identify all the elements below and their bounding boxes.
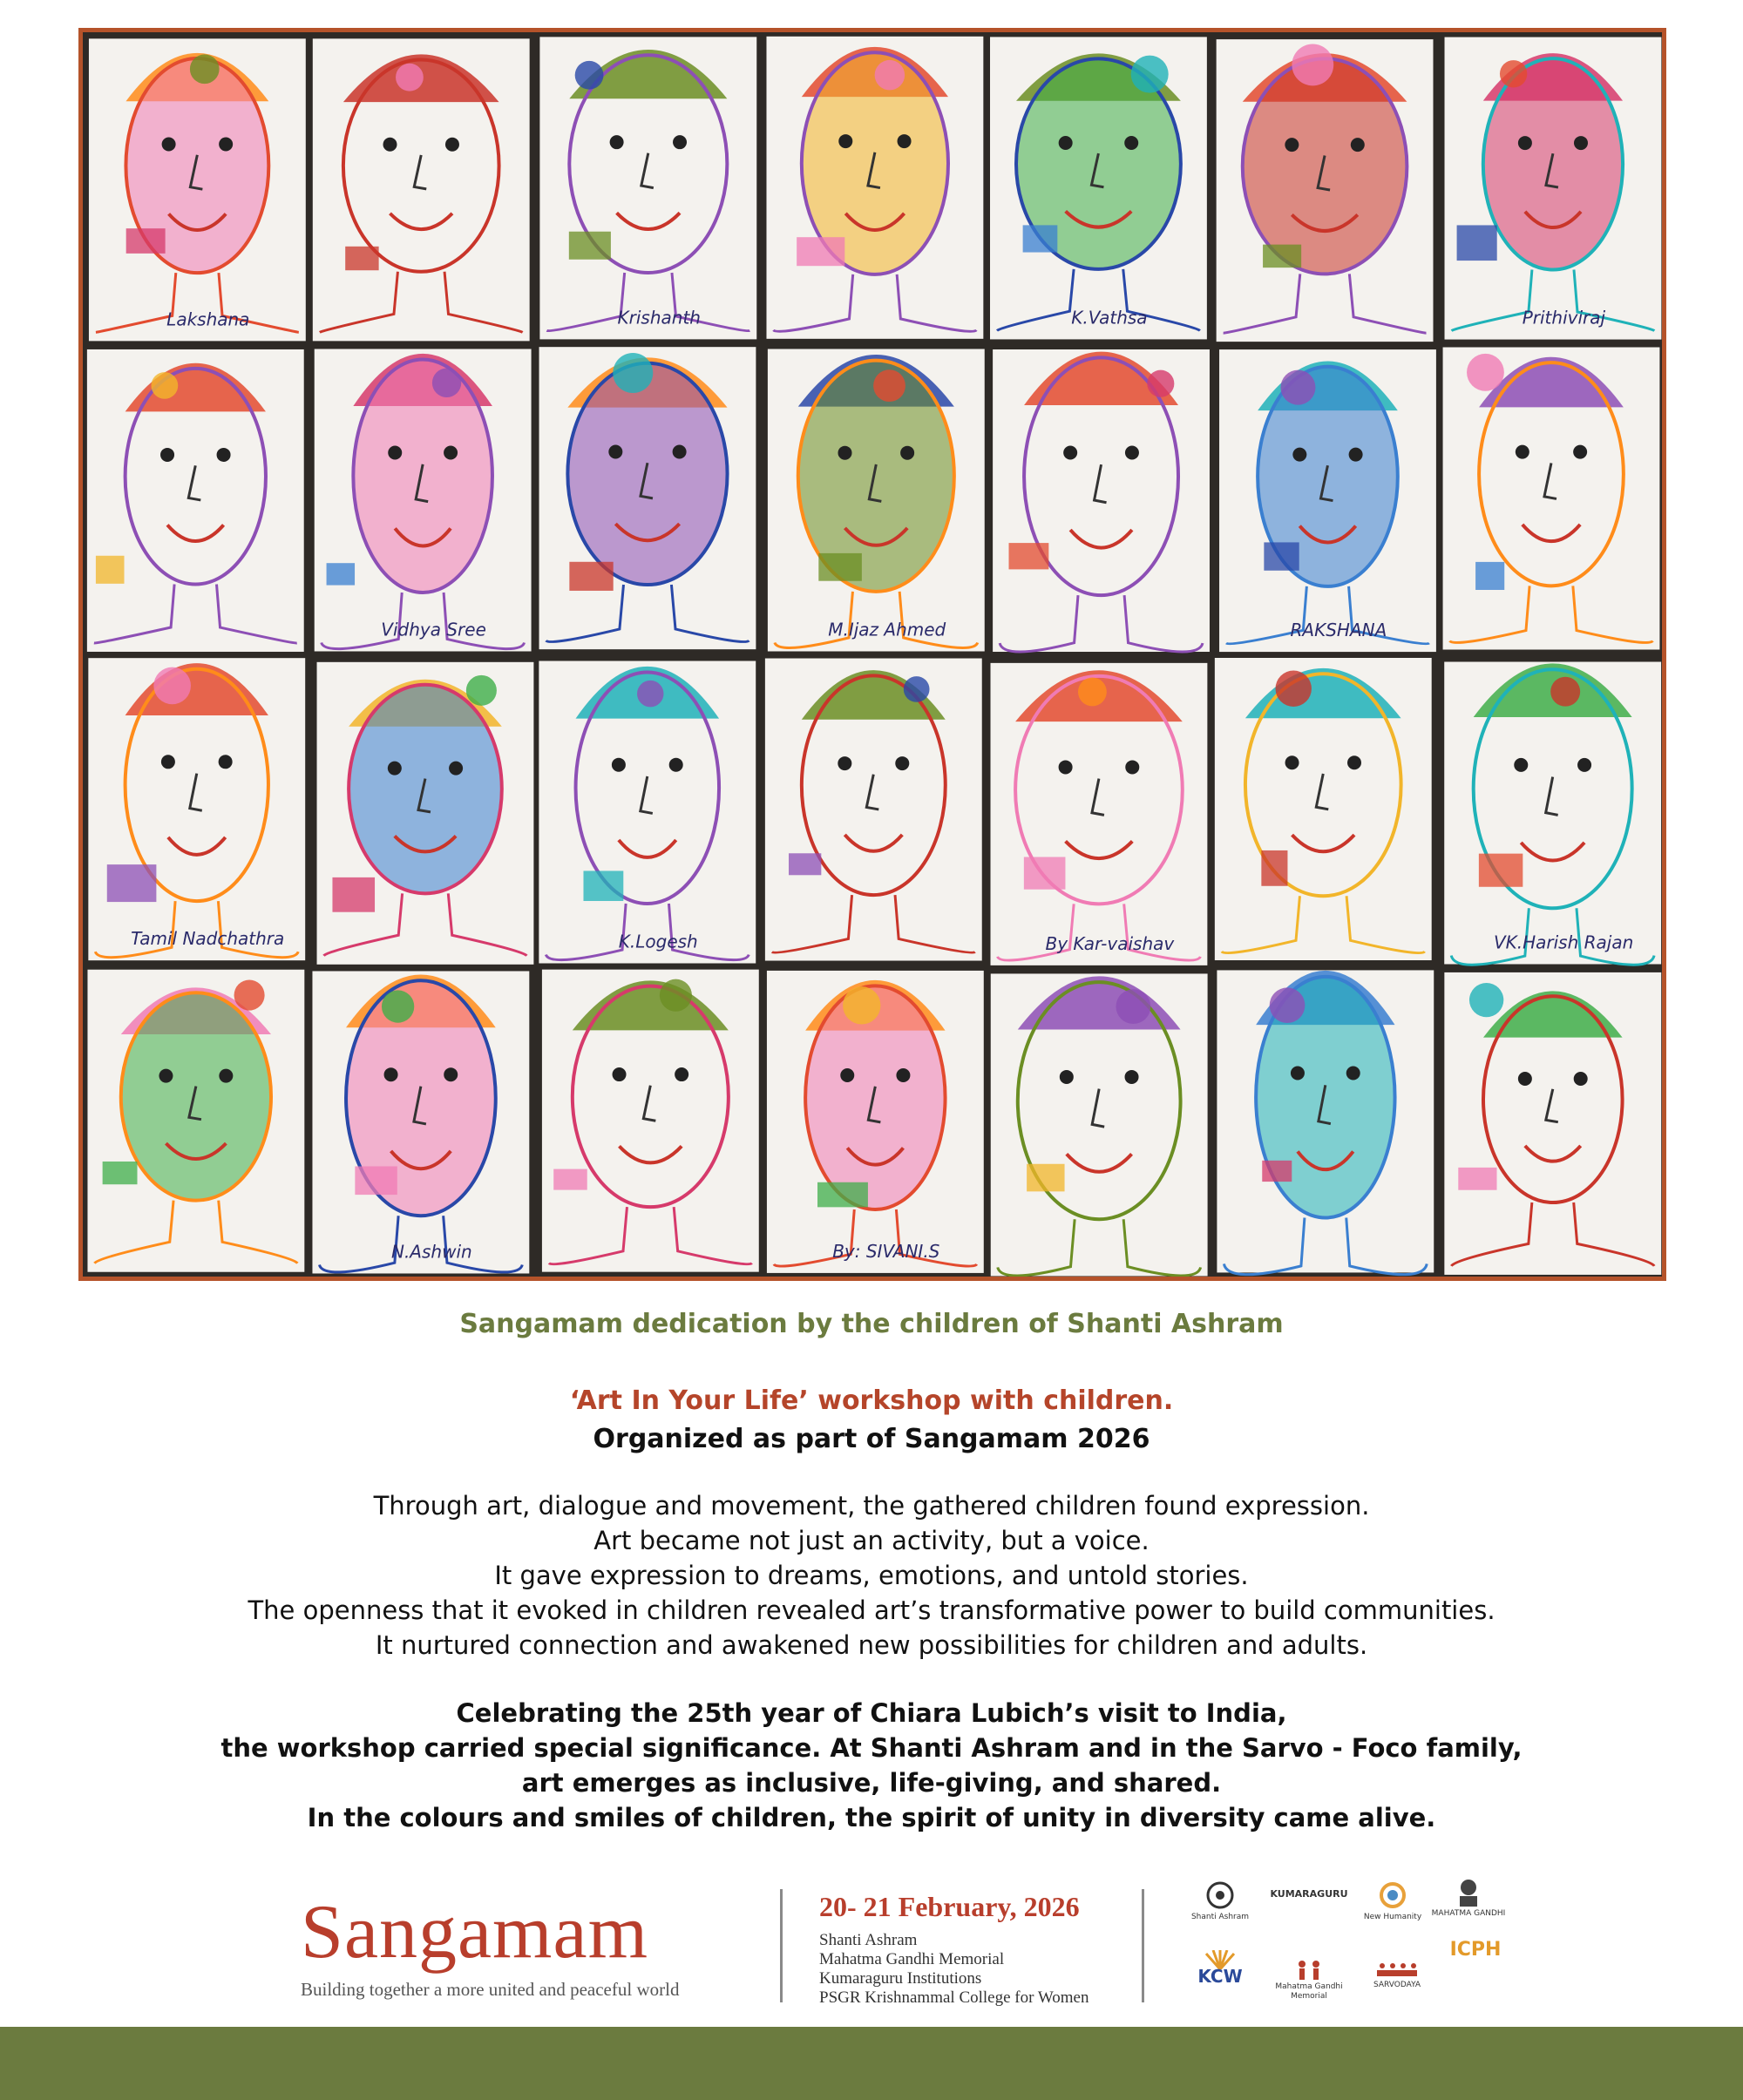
decoration-block	[1479, 854, 1523, 887]
decoration-block	[1262, 1161, 1292, 1182]
brand-logo-text: Sangamam	[301, 1890, 649, 1975]
decoration-sun	[466, 675, 497, 706]
eye	[1518, 136, 1532, 150]
collage-drawings	[83, 32, 1662, 1277]
artist-signature: Vidhya Sree	[381, 619, 486, 640]
eye	[449, 762, 463, 776]
decoration-sun	[1078, 678, 1107, 707]
organized-note: Organized as part of Sangamam 2026	[593, 1424, 1150, 1454]
eye	[838, 134, 852, 148]
eye	[895, 756, 909, 770]
decoration-block	[1457, 225, 1497, 261]
partner-name: MAHATMA GANDHI	[1431, 1909, 1506, 1918]
artist-signature: VK.Harish Rajan	[1493, 931, 1634, 953]
decoration-sun	[660, 979, 692, 1012]
description-paragraph	[0, 1488, 1743, 1663]
eye	[160, 448, 174, 462]
children-artwork-collage	[78, 28, 1666, 1281]
eye	[1125, 445, 1139, 459]
decoration-sun	[613, 353, 653, 393]
eye	[445, 138, 459, 152]
eye	[673, 135, 687, 149]
paragraph-line: Celebrating the 25th year of Chiara Lubich’s visit to India,	[456, 1698, 1287, 1728]
decoration-block	[327, 563, 355, 585]
decoration-block	[107, 864, 157, 902]
eye	[608, 444, 622, 458]
eye	[1125, 760, 1139, 774]
decoration-sun	[396, 64, 424, 91]
decoration-block	[96, 556, 125, 584]
eye	[675, 1067, 688, 1081]
partner-name: KUMARAGURU	[1270, 1888, 1348, 1900]
decoration-block	[553, 1169, 587, 1190]
eye	[669, 758, 683, 772]
caption-heading: Sangamam dedication by the children of Shanti Ashram	[459, 1309, 1284, 1339]
workshop-title: ‘Art In Your Life’ workshop with children.	[569, 1385, 1174, 1416]
partner-logo	[1358, 1962, 1436, 1990]
eye	[840, 1068, 854, 1082]
eye	[1577, 758, 1591, 772]
partner-logo	[1429, 1877, 1508, 1919]
gandhi-portrait-icon	[1455, 1877, 1482, 1907]
partner-logo	[1358, 1880, 1428, 1922]
eye	[1291, 1067, 1305, 1080]
paragraph-line: It gave expression to dreams, emotions, and untold stories.	[494, 1561, 1249, 1590]
artist-signature: K.Logesh	[618, 931, 698, 952]
face-outline	[567, 363, 727, 585]
decoration-sun	[1550, 677, 1580, 707]
decoration-block	[1263, 245, 1301, 268]
decoration-block	[1261, 850, 1287, 886]
decoration-block	[818, 553, 862, 581]
eye	[384, 1067, 398, 1081]
eye	[388, 445, 402, 459]
decoration-block	[817, 1182, 868, 1208]
decoration-sun	[190, 54, 220, 84]
eye	[219, 137, 233, 151]
face-outline	[1243, 58, 1407, 274]
eye	[896, 1068, 910, 1082]
shanti-ashram-icon	[1205, 1880, 1235, 1910]
celebration-paragraph	[0, 1696, 1743, 1835]
decoration-block	[1475, 562, 1504, 590]
partner-name: Mahatma Gandhi Memorial	[1275, 1982, 1343, 2001]
artist-signature: Tamil Nadchathra	[131, 928, 285, 950]
decoration-block	[355, 1166, 397, 1195]
venue-line: Mahatma Gandhi Memorial	[819, 1950, 1005, 1968]
decoration-sun	[1276, 671, 1312, 707]
partner-logo	[1265, 1889, 1353, 1899]
eye	[838, 756, 851, 770]
face-outline	[121, 992, 271, 1200]
partner-logo	[1181, 1880, 1259, 1922]
decoration-block	[345, 247, 378, 270]
decoration-block	[789, 853, 821, 875]
eye	[1059, 136, 1073, 150]
eye	[1349, 448, 1363, 462]
eye	[898, 134, 912, 148]
sarvodaya-people-icon	[1375, 1962, 1419, 1978]
face-outline	[353, 360, 492, 593]
new-humanity-icon	[1378, 1880, 1407, 1910]
eye	[388, 762, 402, 776]
decoration-sun	[153, 667, 191, 705]
eye	[1292, 448, 1306, 462]
eye	[1285, 138, 1299, 152]
artist-signature: Krishanth	[617, 307, 701, 329]
venue-line: PSGR Krishnammal College for Women	[819, 1988, 1089, 2007]
paragraph-line: art emerges as inclusive, life-giving, and shared.	[521, 1768, 1222, 1798]
eye	[1060, 1070, 1074, 1084]
decoration-sun	[1280, 370, 1315, 405]
artist-signature: M.Ijaz Ahmed	[828, 619, 946, 640]
eye	[1124, 136, 1138, 150]
partner-logo	[1436, 1939, 1515, 1961]
artist-signature: By: SIVANI.S	[832, 1240, 940, 1262]
decoration-block	[797, 237, 844, 266]
decoration-sun	[637, 681, 663, 707]
venue-line: Shanti Ashram	[819, 1931, 918, 1949]
eye	[1351, 138, 1365, 152]
footer-color-bar	[0, 2027, 1743, 2100]
partner-logo	[1265, 1959, 1353, 2002]
decoration-block	[1458, 1168, 1496, 1190]
decoration-block	[103, 1162, 138, 1184]
eye	[673, 444, 687, 458]
decoration-sun	[873, 369, 905, 402]
partner-name: ICPH	[1449, 1939, 1502, 1961]
decoration-sun	[1467, 354, 1504, 391]
face-outline	[805, 986, 945, 1209]
eye	[1059, 760, 1073, 774]
event-banner	[209, 1872, 1534, 2025]
decoration-sun	[575, 61, 604, 90]
partner-name: Shanti Ashram	[1190, 1913, 1250, 1921]
decoration-sun	[843, 986, 880, 1024]
artist-signature: RAKSHANA	[1290, 620, 1387, 641]
artist-signature: Lakshana	[166, 308, 250, 330]
eye	[159, 1069, 173, 1083]
eye	[1518, 1072, 1532, 1086]
decoration-sun	[1131, 56, 1169, 93]
eye	[1347, 755, 1361, 769]
decoration-sun	[1469, 983, 1503, 1017]
artist-signature: N.Ashwin	[390, 1241, 472, 1263]
eye	[383, 138, 397, 152]
decoration-sun	[382, 990, 414, 1022]
decoration-sun	[1116, 989, 1150, 1024]
decoration-block	[1009, 543, 1049, 569]
decoration-sun	[234, 980, 265, 1011]
artist-signature: K.Vathsa	[1071, 307, 1148, 329]
decoration-sun	[1147, 370, 1174, 397]
decoration-block	[1024, 857, 1066, 889]
eye	[1574, 136, 1588, 150]
eye	[1125, 1070, 1139, 1084]
decoration-block	[583, 870, 623, 901]
eye	[1346, 1067, 1360, 1080]
paragraph-line: the workshop carried special significance. At Shanti Ashram and in the Sarvo - Foco family,	[220, 1733, 1523, 1763]
eye	[219, 755, 233, 769]
eye	[1285, 755, 1299, 769]
decoration-block	[1027, 1164, 1064, 1192]
face-outline	[1483, 58, 1623, 269]
decoration-sun	[152, 372, 179, 399]
eye	[161, 755, 175, 769]
decoration-sun	[1270, 987, 1306, 1023]
eye	[613, 1067, 627, 1081]
eye	[217, 448, 231, 462]
eye	[219, 1069, 233, 1083]
eye	[1514, 758, 1528, 772]
event-date: 20- 21 February, 2026	[819, 1891, 1080, 1922]
paragraph-line: Art became not just an activity, but a voice.	[593, 1526, 1150, 1555]
eye	[444, 445, 458, 459]
partner-name: SARVODAYA	[1373, 1981, 1421, 1989]
decoration-sun	[875, 60, 905, 90]
memorial-figures-icon	[1292, 1959, 1326, 1980]
decoration-block	[569, 232, 611, 260]
artist-signature: By Kar-vaishav	[1045, 932, 1175, 954]
decoration-block	[1264, 542, 1299, 570]
decoration-block	[1023, 225, 1058, 252]
face-outline	[349, 685, 502, 894]
eye	[1574, 1072, 1588, 1086]
partner-name: New Humanity	[1363, 1913, 1422, 1921]
decoration-block	[332, 877, 375, 912]
eye	[1573, 445, 1587, 459]
eye	[838, 446, 851, 460]
artist-signature: Prithiviraj	[1522, 307, 1606, 329]
decoration-sun	[432, 369, 461, 397]
decoration-block	[569, 562, 613, 591]
eye	[1516, 445, 1529, 459]
paragraph-line: Through art, dialogue and movement, the gathered children found expression.	[373, 1491, 1370, 1521]
venue-line: Kumaraguru Institutions	[819, 1969, 982, 1988]
banner-divider	[780, 1889, 783, 2002]
paragraph-line: It nurtured connection and awakened new possibilities for children and adults.	[375, 1630, 1368, 1660]
decoration-sun	[1292, 44, 1333, 86]
eye	[900, 446, 914, 460]
brand-tagline: Building together a more united and peaceful world	[301, 1979, 680, 2000]
paragraph-line: In the colours and smiles of children, the spirit of unity in diversity came alive.	[307, 1803, 1436, 1832]
partner-name: KCW	[1197, 1966, 1243, 1987]
eye	[444, 1067, 458, 1081]
eye	[612, 758, 626, 772]
decoration-block	[126, 228, 166, 254]
paragraph-line: The openness that it evoked in children revealed art’s transformative power to build communities.	[248, 1595, 1495, 1625]
decoration-sun	[904, 676, 930, 702]
eye	[162, 137, 176, 151]
partner-logo	[1181, 1950, 1259, 1987]
decoration-sun	[1500, 60, 1527, 87]
eye	[610, 135, 624, 149]
banner-divider	[1142, 1889, 1144, 2002]
eye	[1063, 445, 1077, 459]
